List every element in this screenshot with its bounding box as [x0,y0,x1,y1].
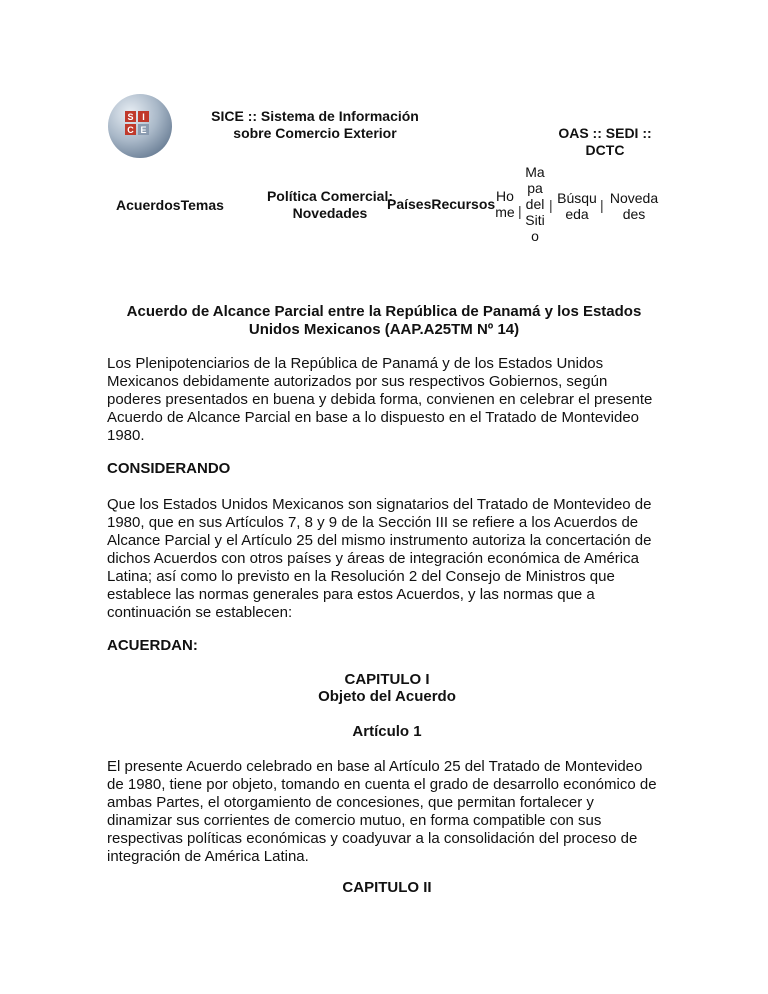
logo-letter-i: I [138,111,149,122]
articulo-1-paragraph [107,758,667,866]
nav-separator: | [549,197,553,213]
nav-novedades-line1: Noveda [609,190,659,206]
logo-letter-s: S [125,111,136,122]
articulo-1-heading: Artículo 1 [352,723,422,740]
nav-link-acuerdos[interactable]: Acuerdos [116,197,181,213]
nav-politica-line1: Política Comercial: [266,188,394,204]
org-title-line2: DCTC [585,142,625,158]
nav-link-paises[interactable]: Países [387,196,432,212]
nav-mapa-line2: pa [527,180,543,196]
capitulo-2-heading: CAPITULO II [342,879,432,896]
nav-mapa-line1: Ma [525,164,545,180]
capitulo-1-subtitle: Objeto del Acuerdo [318,688,456,705]
text-line: integración de América Latina. [107,848,309,865]
text-line: poderes presentados en buena y debida forma, convienen en celebrar el presente [107,391,653,408]
org-title[interactable] [540,125,670,159]
site-title-line2: sobre Comercio Exterior [233,125,397,141]
text-line: Acuerdo de Alcance Parcial en base a lo dispuesto en el Tratado de Montevideo [107,409,640,426]
nav-separator: | [518,203,522,219]
nav-busqueda-line2: eda [565,206,589,222]
considerando-heading: CONSIDERANDO [107,460,231,477]
nav-mapa-line5: o [531,228,539,244]
acuerdan-heading: ACUERDAN: [107,637,198,654]
nav-home-line2: me [495,204,515,220]
text-line: de 1980, tiene por objeto, tomando en cuenta el grado de desarrollo económico de [107,776,657,793]
capitulo-1-heading: CAPITULO I [344,671,430,688]
text-line: dichos Acuerdos con otros países y áreas de integración económica de América [107,550,639,567]
nav-acuerdos-temas [116,197,224,214]
text-line: Latina; así como lo previsto en la Resolución 2 del Consejo de Ministros que [107,568,615,585]
site-title-line1: SICE :: Sistema de Información [211,108,419,124]
intro-paragraph [107,355,667,445]
text-line: establece las normas generales para estos Acuerdos, y las normas que a [107,586,595,603]
nav-politica-line2: Novedades [292,205,368,221]
text-line: continuación se establecen: [107,604,293,621]
document-title [108,303,660,339]
nav-home-line1: Ho [496,188,514,204]
nav-link-politica[interactable] [260,188,400,222]
text-line: Alcance Parcial y el Artículo 25 del mismo instrumento autoriza la concertación de [107,532,652,549]
site-title [195,108,435,142]
sice-logo [108,94,172,158]
nav-link-mapa-del-sitio[interactable] [522,164,548,244]
nav-link-busqueda[interactable] [554,190,600,222]
nav-link-novedades[interactable] [605,190,663,222]
text-line: ambas Partes, el otorgamiento de concesiones, que permitan fortalecer y [107,794,594,811]
considerando-paragraph [107,496,667,622]
text-line: Que los Estados Unidos Mexicanos son signatarios del Tratado de Montevideo de [107,496,652,513]
text-line: dinamizar sus corrientes de comercio mutuo, en forma compatible con sus [107,812,602,829]
nav-paises-recursos [387,196,495,213]
document-title-line2: Unidos Mexicanos (AAP.A25TM Nº 14) [248,321,520,338]
logo-letter-c: C [125,124,136,135]
nav-separator: | [600,197,604,213]
org-title-line1: OAS :: SEDI :: [558,125,652,141]
nav-link-recursos[interactable]: Recursos [431,196,496,212]
nav-busqueda-line1: Búsqu [557,190,597,206]
text-line: 1980, que en sus Artículos 7, 8 y 9 de la Sección III se refiere a los Acuerdos de [107,514,639,531]
text-line: respectivas políticas económicas y coadyuvar a la consolidación del proceso de [107,830,638,847]
text-line: Los Plenipotenciarios de la República de Panamá y de los Estados Unidos [107,355,604,372]
text-line: Mexicanos debidamente autorizados por sus respectivos Gobiernos, según [107,373,608,390]
nav-mapa-line4: Siti [525,212,545,228]
nav-novedades-line2: des [622,206,646,222]
logo-letter-e: E [138,124,149,135]
nav-link-home[interactable] [493,188,517,220]
nav-link-temas[interactable]: Temas [180,197,224,213]
nav-mapa-line3: del [525,196,545,212]
text-line: El presente Acuerdo celebrado en base al Artículo 25 del Tratado de Montevideo [107,758,643,775]
document-title-line1: Acuerdo de Alcance Parcial entre la República de Panamá y los Estados [126,303,642,320]
text-line: 1980. [107,427,145,444]
